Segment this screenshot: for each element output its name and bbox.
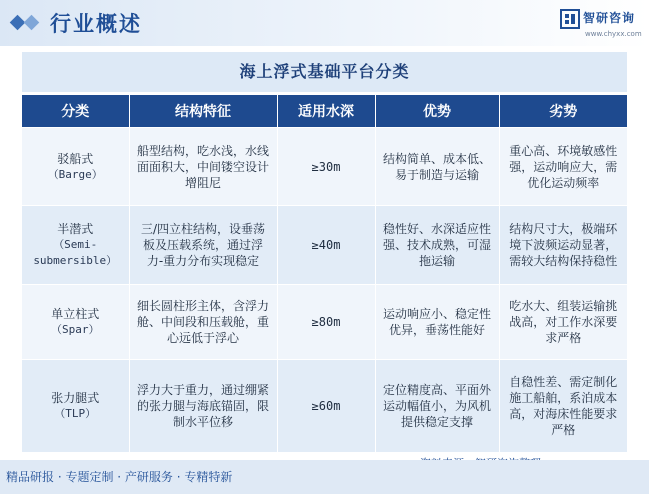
column-header: 结构特征 <box>129 95 277 128</box>
table-header-row <box>22 95 627 128</box>
brand-logo <box>560 8 646 42</box>
column-header: 劣势 <box>499 95 627 128</box>
advantage-cell: 结构简单、成本低、易于制造与运输 <box>375 128 499 206</box>
structure-cell: 船型结构，吃水浅，水线面面积大，中间镂空设计增阻尼 <box>129 128 277 206</box>
advantage-cell: 定位精度高、平面外运动幅值小，为风机提供稳定支撑 <box>375 360 499 452</box>
column-header: 分类 <box>22 95 129 128</box>
footer-services: 精品研报 · 专题定制 · 产研服务 · 专精特新 <box>6 470 233 484</box>
disadvantage-cell: 重心高、环境敏感性强，运动响应大，需优化运动频率 <box>499 128 627 206</box>
logo-name: 智研咨询 <box>583 11 636 25</box>
category-cell <box>22 206 129 285</box>
logo-url: www.chyxx.com <box>585 30 642 38</box>
structure-cell: 细长圆柱形主体，含浮力舱、中间段和压载舱，重心远低于浮心 <box>129 285 277 360</box>
structure-cell: 三/四立柱结构，设垂荡板及压载系统，通过浮力-重力分布实现稳定 <box>129 206 277 285</box>
column-header: 优势 <box>375 95 499 128</box>
category-cell <box>22 285 129 360</box>
category-cell <box>22 360 129 452</box>
depth-cell: ≥30m <box>277 128 375 206</box>
section-title: 行业概述 <box>50 12 142 36</box>
category-name: 张力腿式 <box>51 390 100 405</box>
disadvantage-cell: 吃水大、组装运输挑战高，对工作水深要求严格 <box>499 285 627 360</box>
depth-cell: ≥80m <box>277 285 375 360</box>
footer-bar <box>0 460 649 494</box>
table-title: 海上浮式基础平台分类 <box>239 62 410 81</box>
category-name: 驳船式 <box>57 151 94 166</box>
table-row <box>22 206 627 285</box>
table-row <box>22 360 627 452</box>
category-english: （Semi-submersible） <box>33 238 118 267</box>
structure-cell: 浮力大于重力，通过绷紧的张力腿与海底锚固，限制水平位移 <box>129 360 277 452</box>
table-row <box>22 285 627 360</box>
category-english: （Spar） <box>51 323 100 336</box>
disadvantage-cell: 自稳性差、需定制化施工船舶，系泊成本高，对海床性能要求严格 <box>499 360 627 452</box>
advantage-cell: 运动响应小、稳定性优异，垂荡性能好 <box>375 285 499 360</box>
category-name: 单立柱式 <box>51 307 100 321</box>
category-english: （Barge） <box>47 167 103 181</box>
table-row <box>22 128 627 206</box>
column-header: 适用水深 <box>277 95 375 128</box>
category-english: （TLP） <box>54 406 97 420</box>
disadvantage-cell: 结构尺寸大，极端环境下波频运动显著，需较大结构保持稳性 <box>499 206 627 285</box>
category-name: 半潜式 <box>57 222 94 236</box>
category-cell <box>22 128 129 206</box>
advantage-cell: 稳性好、水深适应性强、技术成熟，可湿拖运输 <box>375 206 499 285</box>
depth-cell: ≥40m <box>277 206 375 285</box>
depth-cell: ≥60m <box>277 360 375 452</box>
classification-table <box>22 95 627 452</box>
diamond-shape-light <box>24 15 40 31</box>
table-title-bar <box>22 52 627 92</box>
header-bar <box>0 0 649 46</box>
logo-icon <box>560 9 580 29</box>
diamond-icon <box>10 13 44 33</box>
